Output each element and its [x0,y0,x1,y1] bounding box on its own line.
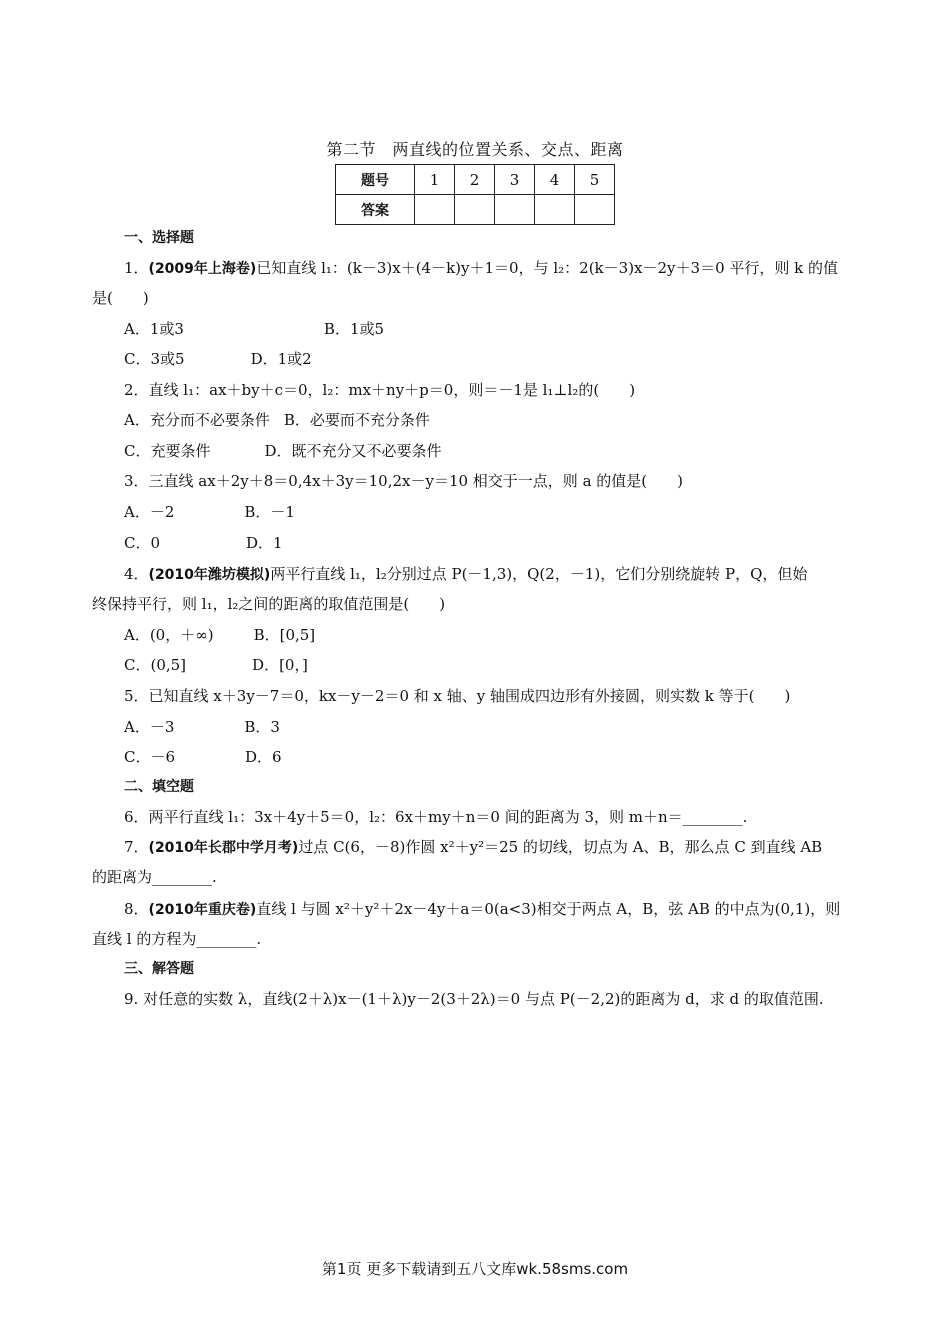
option-b: B．1或5 [323,320,385,338]
option-c: C．－6 [124,748,176,766]
question-8 [124,898,894,919]
table-cell: 1 [415,165,455,195]
option-b: B．－1 [244,503,295,521]
question-source: (2010年重庆卷) [148,902,257,918]
section-heading-solve: 三、解答题 [124,961,194,977]
question-source: (2009年上海卷) [148,261,257,277]
question-number: 4． [124,565,149,583]
question-2: 2．直线 l₁：ax＋by＋c＝0，l₂：mx＋ny＋p＝0，则＝－1是 l₁⊥l₂的( ) [124,381,636,399]
question-text: 直线 l 与圆 x²＋y²＋2x－4y＋a＝0(a<3)相交于两点 A，B，弦 AB 的中点为(0,1)，则 [256,900,841,918]
question-4-cont: 终保持平行，则 l₁，l₂之间的距离的取值范围是( ) [92,595,446,613]
option-a: A．(0，＋∞) [124,626,214,644]
question-7 [124,836,894,857]
question-source: (2010年潍坊模拟) [148,567,271,583]
question-number: 1． [124,259,149,277]
q4-options-row2 [124,654,894,675]
question-text: 已知直线 l₁：(k－3)x＋(4－k)y＋1＝0，与 l₂：2(k－3)x－2y＋3＝0 平行，则 k 的值 [256,259,839,277]
q2-options-row2 [124,440,894,461]
q1-options-row1 [124,318,894,339]
question-7-cont: 的距离为________. [92,868,217,886]
q4-options-row1 [124,624,894,645]
q5-options-row2 [124,746,894,767]
option-c: C．0 [124,534,161,552]
option-d: D．[0，] [252,656,308,674]
option-a: A．－3 [124,718,175,736]
question-text: 过点 C(6，－8)作圆 x²＋y²＝25 的切线，切点为 A、B，那么点 C 到直线 AB [298,838,823,856]
q3-options-row1 [124,501,894,522]
table-cell: 3 [495,165,535,195]
option-d: D．既不充分又不必要条件 [264,442,442,460]
table-cell: 5 [575,165,615,195]
answer-cell [455,195,495,225]
q1-options-row2 [124,348,894,369]
question-5: 5．已知直线 x＋3y－7＝0，kx－y－2＝0 和 x 轴、y 轴围成四边形有外接圆，则实数 k 等于( ) [124,687,791,705]
table-row [336,165,615,195]
option-c: C．(0,5] [124,656,187,674]
option-c: C．3或5 [124,350,185,368]
option-d: D．1 [246,534,283,552]
answer-cell [535,195,575,225]
question-text: 两平行直线 l₁，l₂分别过点 P(－1,3)，Q(2，－1)，它们分别绕旋转 P，Q，但始 [270,565,808,583]
question-number: 7． [124,838,149,856]
option-c: C．充要条件 [124,442,211,460]
table-cell: 4 [535,165,575,195]
question-source: (2010年长郡中学月考) [148,840,299,856]
page-title: 第二节 两直线的位置关系、交点、距离 [326,140,624,159]
q3-options-row2 [124,532,894,553]
option-d: D．1或2 [250,350,312,368]
option-a: A．充分而不必要条件 [124,411,270,429]
option-b: B．[0,5] [253,626,316,644]
question-1 [124,257,894,278]
question-3: 3．三直线 ax＋2y＋8＝0,4x＋3y＝10,2x－y＝10 相交于一点，则 a 的值是( ) [124,472,683,490]
table-header-answer: 答案 [336,195,415,225]
option-a: A．1或3 [124,320,184,338]
option-a: A．－2 [124,503,175,521]
table-row [336,195,615,225]
table-header-number: 题号 [336,165,415,195]
answer-cell [575,195,615,225]
q5-options-row1 [124,716,894,737]
q2-options-row1 [124,409,894,430]
answer-cell [495,195,535,225]
question-9: 9. 对任意的实数 λ，直线(2＋λ)x－(1＋λ)y－2(3＋2λ)＝0 与点 P(－2,2)的距离为 d，求 d 的取值范围. [124,990,824,1008]
option-b: B．必要而不充分条件 [283,411,430,429]
question-4 [124,563,894,584]
question-1-cont: 是( ) [92,289,149,307]
section-heading-fill: 二、填空题 [124,779,194,795]
answer-cell [415,195,455,225]
page-footer: 第1页 更多下载请到五八文库wk.58sms.com [321,1260,629,1278]
answer-table [335,164,615,225]
section-heading-choice: 一、选择题 [124,230,194,246]
question-8-cont: 直线 l 的方程为________. [92,930,262,948]
option-d: D．6 [245,748,282,766]
question-number: 8． [124,900,149,918]
option-b: B．3 [244,718,280,736]
question-6: 6．两平行直线 l₁：3x＋4y＋5＝0，l₂：6x＋my＋n＝0 间的距离为 3，则 m＋n＝________. [124,808,748,826]
table-cell: 2 [455,165,495,195]
